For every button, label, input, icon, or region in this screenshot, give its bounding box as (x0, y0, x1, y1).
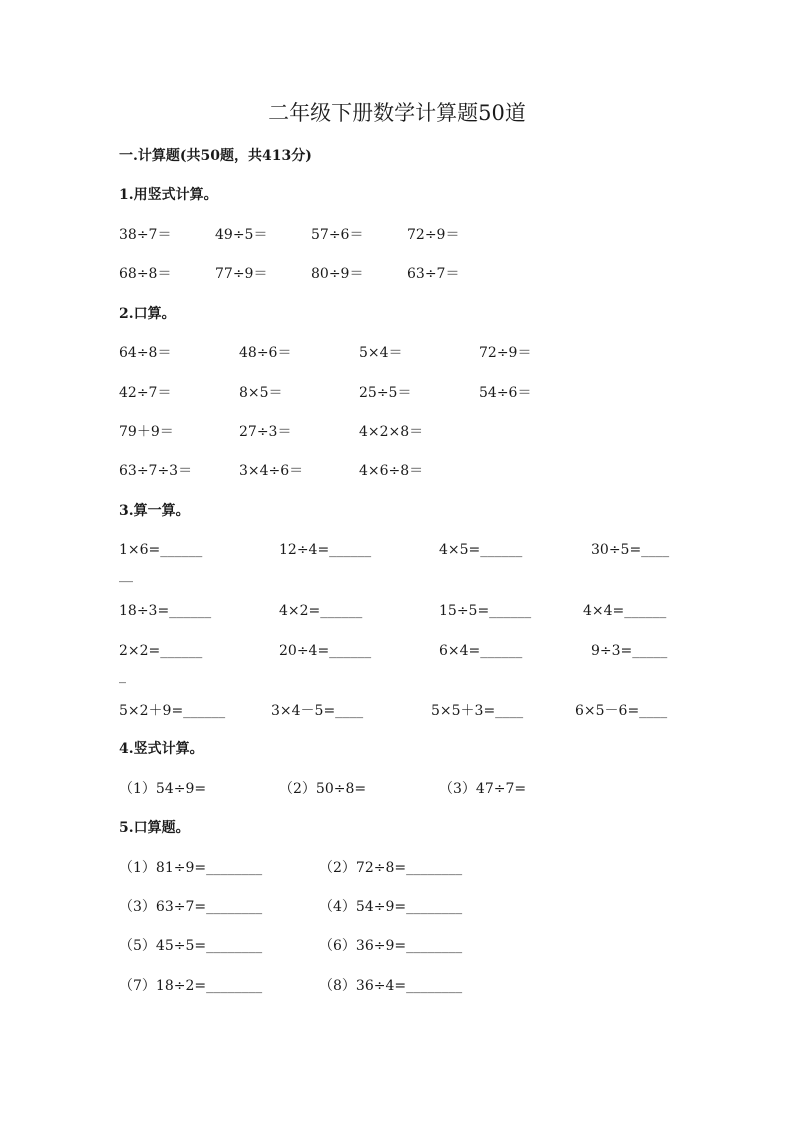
q1-heading: 1.用竖式计算。 (119, 187, 218, 203)
q2-item: 72÷9＝ (479, 345, 532, 361)
q4-item: （2）50÷8= (279, 781, 367, 797)
q5-item: （3）63÷7=________ (119, 899, 263, 915)
q3-item: 12÷4=______ (279, 542, 372, 558)
q1-item: 72÷9＝ (407, 227, 460, 243)
q1-item: 49÷5＝ (215, 227, 268, 243)
q3-item: 3×4－5=____ (271, 703, 364, 719)
q2-item: 4×6÷8＝ (359, 463, 424, 479)
q3-item: 2×2=______ (119, 643, 203, 659)
q3-item: 30÷5=____ (591, 542, 670, 558)
q5-item: （5）45÷5=________ (119, 938, 263, 954)
q2-item: 4×2×8＝ (359, 424, 424, 440)
q3-wrap-underline: __ (119, 567, 133, 583)
q5-item: （8）36÷4=________ (319, 978, 463, 994)
q5-item: （6）36÷9=________ (319, 938, 463, 954)
q1-item: 77÷9＝ (215, 266, 268, 282)
q2-item: 8×5＝ (239, 385, 283, 401)
q2-item: 25÷5＝ (359, 385, 412, 401)
q1-item: 68÷8＝ (119, 266, 172, 282)
q3-item: 4×5=______ (439, 542, 523, 558)
q2-item: 79＋9＝ (119, 424, 174, 440)
q2-item: 42÷7＝ (119, 385, 172, 401)
q5-heading: 5.口算题。 (119, 820, 190, 836)
q1-item: 80÷9＝ (311, 266, 364, 282)
q2-item: 27÷3＝ (239, 424, 292, 440)
q1-item: 38÷7＝ (119, 227, 172, 243)
q3-item: 20÷4=______ (279, 643, 372, 659)
q5-item: （2）72÷8=________ (319, 860, 463, 876)
q5-item: （4）54÷9=________ (319, 899, 463, 915)
page-title: 二年级下册数学计算题50道 (268, 101, 526, 125)
q4-item: （3）47÷7= (439, 781, 527, 797)
q3-item: 4×4=______ (583, 603, 667, 619)
q2-item: 5×4＝ (359, 345, 403, 361)
q3-item: 18÷3=______ (119, 603, 212, 619)
q3-wrap-underline: _ (119, 668, 126, 684)
q2-item: 3×4÷6＝ (239, 463, 304, 479)
q2-item: 64÷8＝ (119, 345, 172, 361)
q4-item: （1）54÷9= (119, 781, 207, 797)
q3-item: 6×4=______ (439, 643, 523, 659)
q5-item: （7）18÷2=________ (119, 978, 263, 994)
q3-item: 1×6=______ (119, 542, 203, 558)
q3-item: 15÷5=______ (439, 603, 532, 619)
section-heading: 一.计算题(共50题，共413分) (119, 148, 312, 164)
q3-item: 5×5＋3=____ (431, 703, 524, 719)
q2-item: 48÷6＝ (239, 345, 292, 361)
q3-item: 4×2=______ (279, 603, 363, 619)
q3-heading: 3.算一算。 (119, 503, 190, 519)
q1-item: 57÷6＝ (311, 227, 364, 243)
q3-item: 6×5－6=____ (575, 703, 668, 719)
q3-item: 9÷3=_____ (591, 643, 668, 659)
q1-item: 63÷7＝ (407, 266, 460, 282)
q2-heading: 2.口算。 (119, 306, 176, 322)
q5-item: （1）81÷9=________ (119, 860, 263, 876)
q2-item: 54÷6＝ (479, 385, 532, 401)
q3-item: 5×2＋9=______ (119, 703, 226, 719)
q4-heading: 4.竖式计算。 (119, 741, 204, 757)
q2-item: 63÷7÷3＝ (119, 463, 193, 479)
